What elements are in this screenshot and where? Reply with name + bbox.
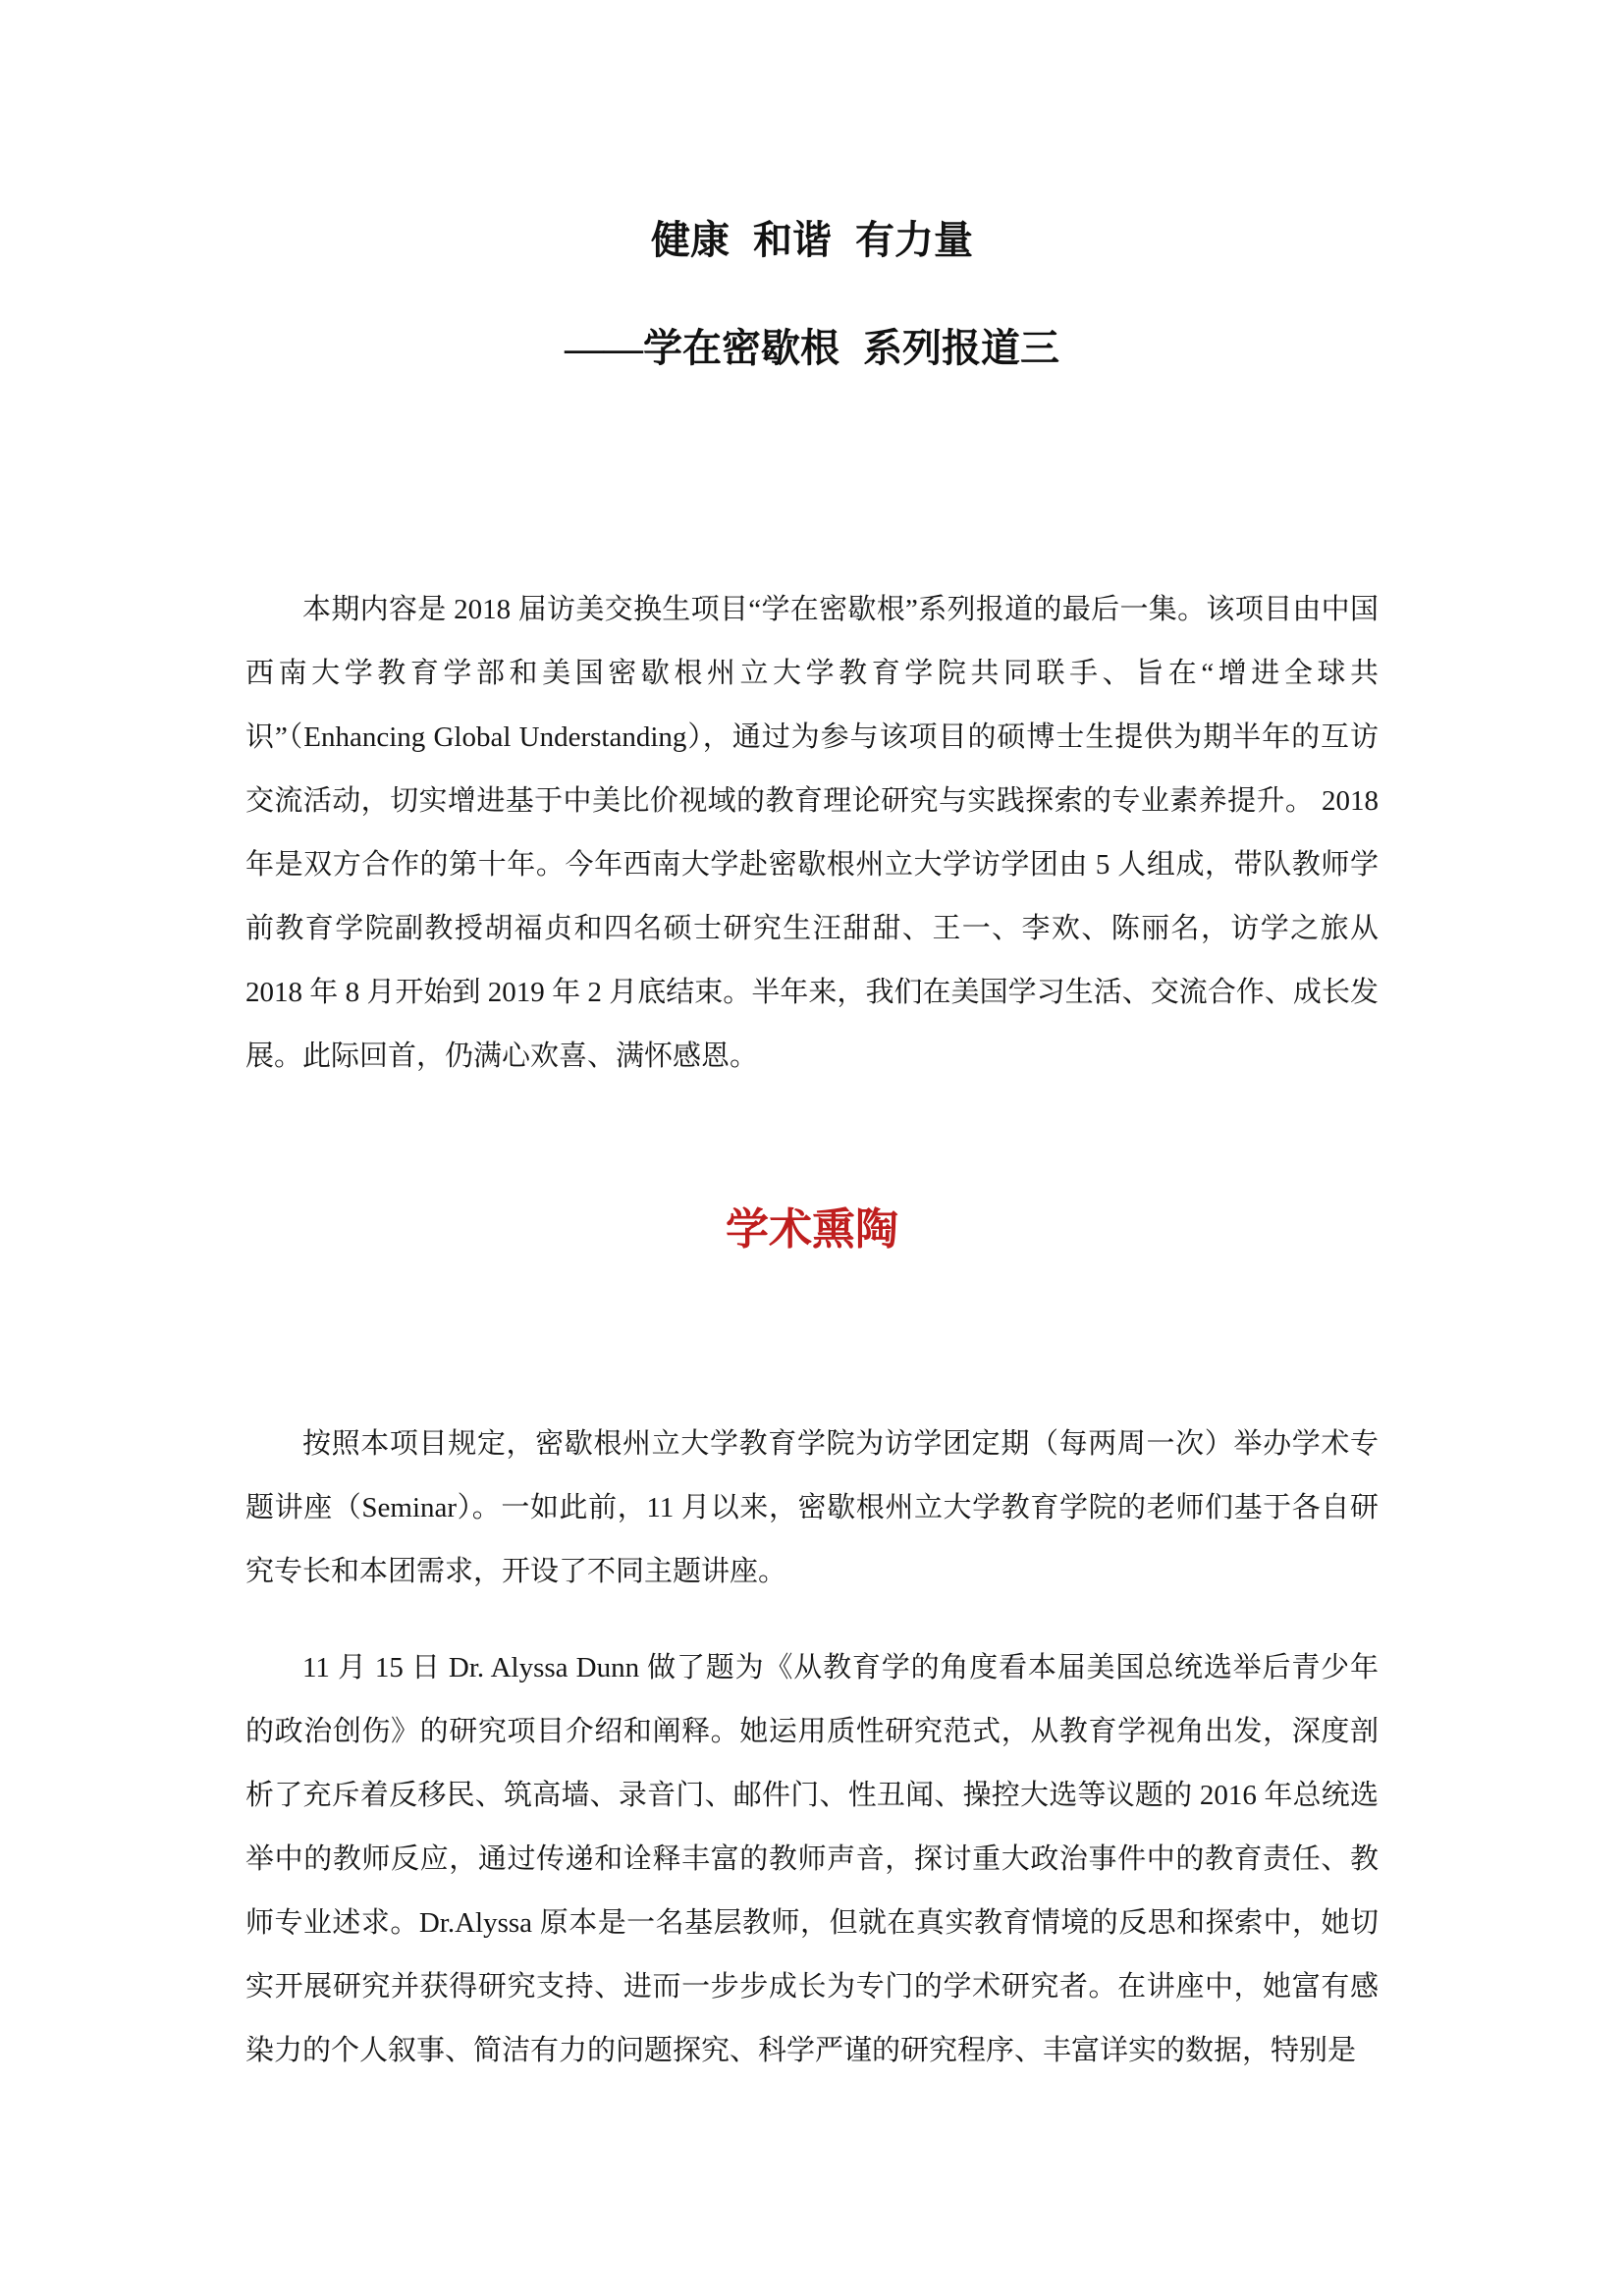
paragraph-seminar-overview: 按照本项目规定，密歇根州立大学教育学院为访学团定期（每两周一次）举办学术专题讲座（Seminar）。一如此前，11 月以来，密歇根州立大学教育学院的老师们基于各自研究专长和本团需求，开设了不同主题讲座。	[245, 1428, 1379, 1587]
document-subtitle: ——学在密歇根 系列报道三	[565, 326, 1059, 370]
document-title: 健康 和谐 有力量	[651, 218, 973, 262]
paragraph-project-intro: 本期内容是 2018 届访美交换生项目“学在密歇根”系列报道的最后一集。该项目由中国西南大学教育学部和美国密歇根州立大学教育学院共同联手、旨在“增进全球共识”（Enhancing Global Understanding），通过为参与该项目的硕博士生提供为期半年的互访交流活动，切实增进基于中美比价视域的教育理论研究与实践探索的专业素养提升。 2018 年是双方合作的第十年。今年西南大学赴密歇根州立大学访学团由 5 人组成，带队教师学前教育学院副教授胡福贞和四名硕士研究生汪甜甜、王一、李欢、陈丽名，访学之旅从 2018 年 8 月开始到 2019 年 2 月底结束。半年来，我们在美国学习生活、交流合作、成长发展。此际回首，仍满心欢喜、满怀感恩。	[245, 594, 1379, 1072]
section-heading-academic-influence: 学术熏陶	[726, 1205, 898, 1254]
paragraph-seminar-alyssa-dunn: 11 月 15 日 Dr. Alyssa Dunn 做了题为《从教育学的角度看本届美国总统选举后青少年的政治创伤》的研究项目介绍和阐释。她运用质性研究范式，从教育学视角出发，深度剖析了充斥着反移民、筑高墙、录音门、邮件门、性丑闻、操控大选等议题的 2016 年总统选举中的教师反应，通过传递和诠释丰富的教师声音，探讨重大政治事件中的教育责任、教师专业述求。Dr.Alyssa 原本是一名基层教师，但就在真实教育情境的反思和探索中，她切实开展研究并获得研究支持、进而一步步成长为专门的学术研究者。在讲座中，她富有感染力的个人叙事、简洁有力的问题探究、科学严谨的研究程序、丰富详实的数据，特别是	[245, 1652, 1379, 2066]
